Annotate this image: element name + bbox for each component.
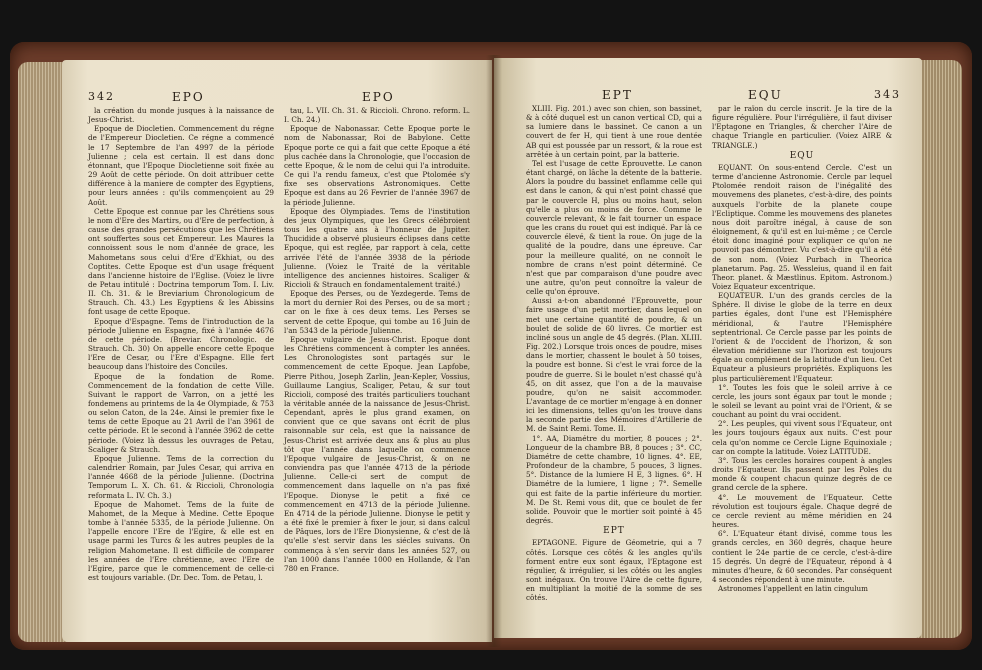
paragraph: Epoque de Mahomet. Tems de la fuite de Mahomet, de la Meque à Medine. Cette Epoque tombe à l'année 5335, de la période Julienne. On l'appelle encore l'Ere de l'Egire, & elle est en usage parmi les Turcs & les autres peuples de la religion Mahometane. Il est difficile de comparer les années de l'Ere chrétienne, avec l'Ere de l'Egire, parce que le commencement de celle-ci est toujours variable. (Dr. Dec. Tom. de Petau, l.	[88, 499, 274, 582]
paragraph: Epoque de la fondation de Rome. Commencement de la fondation de cette Ville. Suivant le rapport de Varron, on a jetté les fondemens au printems de la 4e Olympiade, & 753 ou selon Caton, de la 24e. Ainsi le premier fixe le tems de cette Epoque au 21 Avril de l'an 3961 de cette période. Et le second à l'année 3962 de cette période. (Voiez là dessus les ouvrages de Petau, Scaliger & Strauch.	[88, 371, 274, 454]
page-number: 342	[88, 90, 115, 103]
page-number: 343	[874, 88, 901, 101]
running-head: EPT	[602, 88, 633, 102]
paragraph: 4°. Le mouvement de l'Equateur. Cette révolution est toujours égale. Chaque degré de ce cercle revient au même méridien en 24 heures.	[712, 492, 892, 530]
text-column-1	[88, 106, 274, 582]
paragraph: Astronomes l'appellent en latin cingulum	[718, 584, 868, 594]
paragraph: Epoque d'Espagne. Tems de l'introduction de la période Julienne en Espagne, fixé à l'année 4676 de cette période. (Breviar. Chronologic. de Strauch. Ch. 30) On appelle encore cette Epoque l'Ere de Cesar, ou l'Ere d'Espagne. Elle fert beaucoup dans l'histoire des Conciles.	[88, 316, 274, 372]
paragraph: Aussi a-t-on abandonné l'Eprouvette, pour faire usage d'un petit mortier, dans lequel on met une certaine quantité de poudre, & un boulet de solide de 60 livres. Ce mortier est incliné sous un angle de 45 degrés. (Plan. XLIII. Fig. 202.) Lorsque trois onces de poudre, mises dans le mortier, chassent le boulet à 50 toises, la poudre est bonne. Si c'est le vrai force de la poudre de guerre. Si le boulet n'est chassé qu'à 45, on dit assez, que l'on a de la mauvaise poudre, qu'on ne saisit accommoder. L'avantage de ce mortier m'engage à en donner ici les dimensions, telles qu'on les trouve dans la seconde partie des Mémoires d'Artillerie de M. de Saint Remi. Tome. II.	[526, 296, 702, 434]
text-column-1	[526, 104, 702, 602]
paragraph: Tel est l'usage de cette Eprouvette. Le canon étant chargé, on lâche la détente de la batterie. Alors la poudre du bassinet enflamme celle qui est dans le canon, & qui n'est point chassé que par le couvercle H, plus ou moins haut, selon qu'elle a plus ou moins de force. Comme le couvercle relevant, & le fait tourner un espace que les crans du rouet qui est indiqué. Par là ce couvercle élevé, & tient la roue. On juge de la qualité de la poudre, dans une épreuve. Car pour la meilleure qualité, on ne connoît le nombre de crans n'est point déterminé. Ce n'est que par comparaison d'une poudre avec une autre, qu'on peut connoître la valeur de celle qu'on éprouve.	[526, 158, 702, 297]
running-head: EQU	[748, 88, 783, 102]
section-heading: EPT	[603, 526, 625, 537]
page-edges-right	[918, 60, 962, 638]
text-column-2	[712, 104, 892, 593]
section-heading: EQU	[789, 150, 815, 161]
paragraph: XLIII. Fig. 201.) avec son chien, son bassinet, & à côté duquel est un canon vertical CD, qui a sa lumiere dans le bassinet. Ce canon a un couvert de fer H, qui tient à une roue dentée AB qui est poussée par un ressort, & la roue est arrêtée à un certain point, par la batterie.	[526, 104, 702, 159]
paragraph: Epoque de Diocletien. Commencement du régne de l'Empereur Diocletien. Ce régne a commencé le 17 Septembre de l'an 4997 de la période Julienne ; cela est certain. Il est dans donc étonnant, que l'Epoque Diocletienne soit fixée au 29 Août de cette période. On doit attribuer cette différence à la maniere de compter des Egyptiens, pour leurs années : qu'ils commençoient au 29 Août.	[88, 124, 274, 207]
paragraph: EPTAGONE. Figure de Géometrie, qui a 7 côtés. Lorsque ces côtés & les angles qu'ils forment entre eux sont égaux, l'Eptagone est régulier, & irrégulier, si les côtés ou les angles sont inégaux. On trouve l'Aire de cette figure, en multipliant la moitié de la somme de ses côtés.	[526, 538, 702, 603]
paragraph: Cette Epoque est connue par les Chrétiens sous le nom d'Ere des Martirs, ou d'Ere de perfection, à cause des grandes persécutions que les Chrétiens ont souffertes sous cet Empereur. Les Maures la connoissent sous le nom d'année de grace, les Mahometans sous celui d'Ere d'Ekhiat, ou des Coptites. Cette Epoque est d'un usage fréquent dans l'ancienne histoire de l'Eglise. (Voiez le livre de Petau intitulé : Doctrina temporum Tom. I. Liv. II. Ch. 31. & le Breviarium Chronologicum de Strauch. Ch. 43.) Les Egyptiens & les Abissins font usage de cette Epoque.	[88, 206, 274, 317]
paragraph: 6°. L'Equateur étant divisé, comme tous les grands cercles, en 360 degrés, chaque heure contient le 24e partie de ce cercle, c'est-à-dire 15 degrés. Un degré de l'Equateur, répond à 4 minutes d'heure, & 60 secondes. Par conséquent 4 secondes répondent à une minute.	[712, 529, 892, 584]
paragraph: par le raïon du cercle inscrit. Je la tire de la figure régulière. Pour l'irrégulière, il faut diviser l'Eptagone en Triangles, & chercher l'Aire de chaque Triangle en particulier. (Voiez AIRE & TRIANGLE.)	[712, 104, 892, 150]
paragraph: tau, L. VII. Ch. 31. & Riccioli. Chrono. reform. L. I. Ch. 24.)	[284, 106, 470, 125]
paragraph: la création du monde jusques à la naissance de Jesus-Christ.	[88, 106, 274, 125]
right-page	[494, 58, 922, 638]
text-column-2	[284, 106, 470, 573]
paragraph: EQUATEUR. L'un des grands cercles de la Sphére. Il divise le globe de la terre en deux parties égales, dont l'une est l'Hemisphére méridional, & l'autre l'Hemisphére septentrional. Ce Cercle passe par les points de l'orient & de l'occident de l'horizon, & son élevation méridienne sur l'horizon est toujours égale au complément de la latitude d'un lieu. Cet Equateur a plusieurs propriétés. Expliquons les plus particulièrement l'Equateur.	[712, 291, 892, 383]
left-page	[62, 60, 492, 642]
paragraph: 2°. Les peuples, qui vivent sous l'Equateur, ont les jours toujours égaux aux nuits. C'est pour cela qu'on nomme ce Cercle Ligne Equinoxiale ; car on compte la latitude. Voiez LATITUDE.	[712, 419, 892, 456]
paragraph: Epoque vulgaire de Jesus-Christ. Epoque dont les Chrétiens commencent à compter les années. Les Chronologistes sont partagés sur le commencement de cette Epoque. Jean Lapfobe, Pierre Pithou, Joseph Zarlin, Jean-Kepler, Vossius, Guillaume Langius, Scaliger, Petau, & sur tout Riccioli, composé des traités particuliers touchant la véritable année de la naissance de Jesus-Christ. Cependant, après le plus grand examen, on convient que ce que savans ont écrit de plus raisonnable sur cela, est que la naissance de Jesus-Christ est arrivée deux ans & plus au plus tôt que l'année dans laquelle on commence l'Epoque vulgaire de Jesus-Christ, & on ne conviendra pas que l'année 4713 de la période Julienne. Celle-ci sert de comput de commencement dans laquelle on n'a pas fixé l'Epoque. Dionyse le petit a fixé ce commencement en 4713 de la période Julienne. En 4714 de la période Julienne. Dionyse le petit y a été fixé le premier à fixer le jour, si dans calcul de Pâques, lors de l'Ere Dionysienne, & c'est de là qu'elle s'est servir dans les siécles suivans. On commença à s'en servir dans les années 527, ou l'an 1000 dans l'année 1000 en Hollande, & l'an 780 en France.	[284, 334, 470, 573]
paragraph: Epoque des Perses, ou de Yezdegerde. Tems de la mort du dernier Roi des Perses, ou de sa mort ; car on le fixe à ces deux tems. Les Perses se servent de cette Epoque, qui tombe au 16 Juin de l'an 5343 de la période Julienne.	[284, 289, 470, 335]
paragraph: 1°. Toutes les fois que le soleil arrive à ce cercle, les jours sont égaux par tout le monde ; le soleil se levant au point vrai de l'Orient, & se couchant au point du vrai occident.	[712, 382, 892, 420]
paragraph: Epoque de Nabonassar. Cette Epoque porte le nom de Nabonassar, Roi de Babylone. Cette Epoque porte ce qui a fait que cette Epoque a été plus cachée dans la Chronologie, que l'occasion de cette Epoque, & le nom de celui qui l'a introduite. Ce qui l'a rendu fameux, c'est que Ptolomée s'y fixe ses observations Astronomiques. Cette Epoque est dans au 26 Fevrier de l'année 3967 de la période Julienne.	[284, 124, 470, 207]
paragraph: 1°. AA, Diamétre du mortier, 8 pouces ; 2°. Longueur de la chambre BB, 8 pouces ; 3°. CC, Diamétre de cette chambre, 10 lignes. 4°. EE, Profondeur de la chambre, 5 pouces, 3 lignes. 5°. Distance de la lumiere H E, 3 lignes. 6°. H Diamétre de la lumiere, 1 ligne ; 7°. Semelle qui est faite de la partie inférieure du mortier. M. De St. Remi vous dit, que ce boulet de fer solide. Pouvoir que le mortier soit pointé à 45 degrés.	[526, 433, 702, 526]
page-edges-left	[18, 62, 68, 642]
book-gutter	[486, 55, 502, 647]
paragraph: EQUANT. On sous-entend Cercle. C'est un terme d'ancienne Astronomie. Cercle par lequel Ptolomée rendoit raison de l'inégalité des mouvemens des planetes, c'est-à-dire, des points auxquels l'orbite de la planete coupe l'Ecliptique. Comme les mouvemens des planetes nous doit paroître inégal, à cause de son éloignement, & qu'il est en lui-même ; ce Cercle étoit donc imaginé pour expliquer ce qu'on ne pouvoit pas démontrer. Vu c'est-à-dire qu'il a été de son nom. (Voiez Purbach in Theorica planetarum. Pag. 25. Wessleius, quand il en fait Theor. planet. & Mæstlinus. Epitom. Astronom.) Voiez Equateur excentrique.	[712, 162, 892, 291]
running-head: EPO	[362, 90, 395, 104]
paragraph: Epoque des Olympiades. Tems de l'institution des jeux Olympiques, que les Grecs célébroient tous les quatre ans à l'honneur de Jupiter. Thucidide a observé plusieurs éclipses dans cette Epoque, qui est reglée, par rapport à cela, cette arrivée l'été de l'année 3938 de la période Julienne. (Voiez le Traité de la véritable intelligence des anciennes histoires. Scaliger & Riccioli & Strauch en fondamentalement traité.)	[284, 206, 470, 289]
paragraph: 3°. Tous les cercles horaires coupent à angles droits l'Equateur. Ils passent par les Poles du monde & coupent chacun quinze degrés de ce grand cercle de la sphere.	[712, 455, 892, 493]
paragraph: Epoque Julienne. Tems de la correction du calendrier Romain, par Jules Cesar, qui arriva en l'année 4668 de la période Julienne. (Doctrina Temporum L. X. Ch. 61. & Riccioli, Chronologia reformata L. IV. Ch. 3.)	[88, 453, 274, 500]
running-head: EPO	[172, 90, 205, 104]
